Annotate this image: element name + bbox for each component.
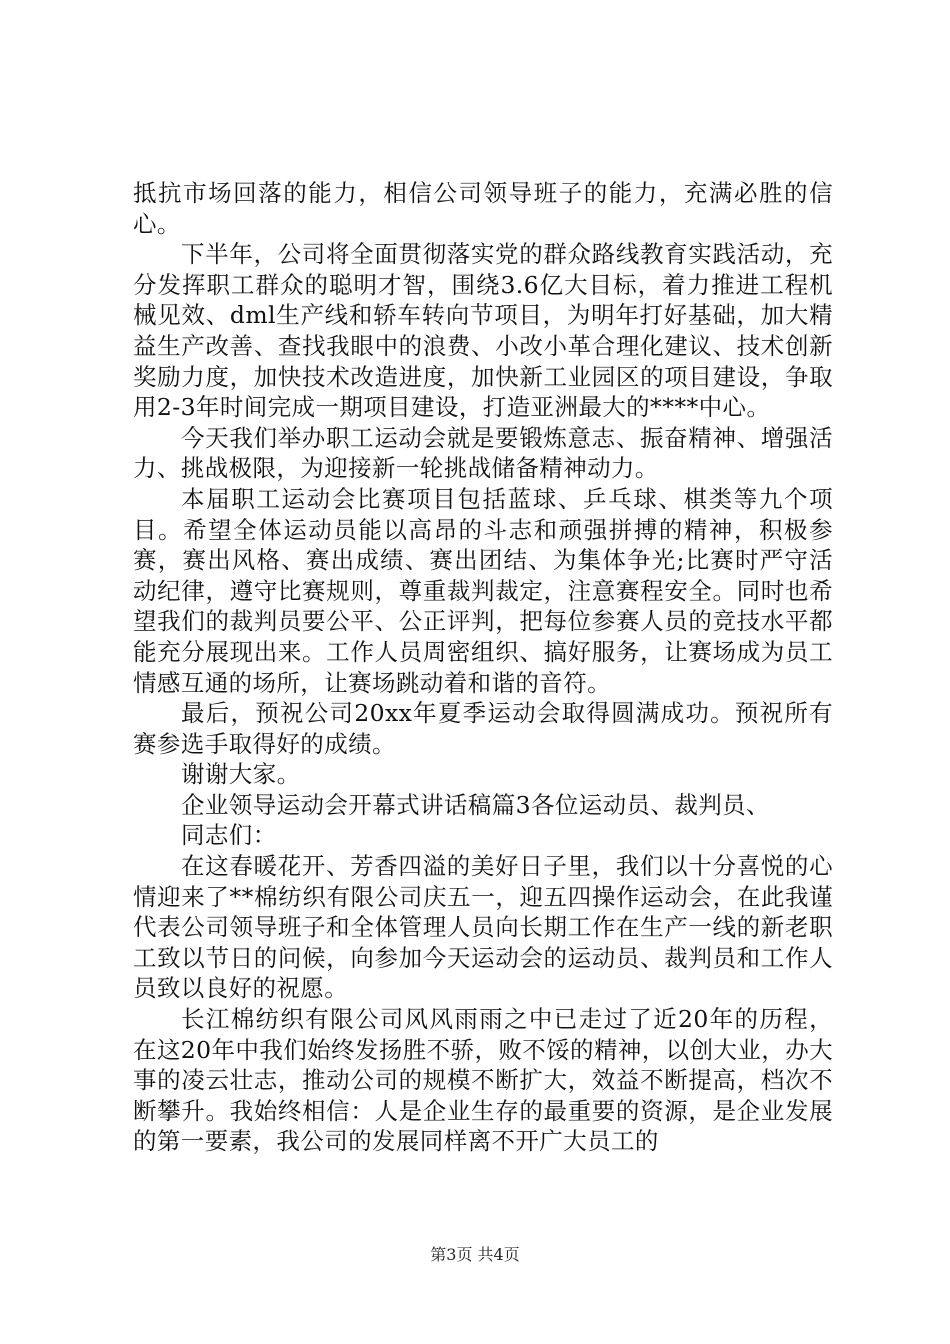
paragraph: 在这春暖花开、芳香四溢的美好日子里，我们以十分喜悦的心情迎来了**棉纺织有限公司庆五一，迎五四操作运动会，在此我谨代表公司领导班子和全体管理人员向长期工作在生产一线的新老职工致以节日的问候，向参加今天运动会的运动员、裁判员和工作人员致以良好的祝愿。 [133,852,833,1003]
paragraph: 谢谢大家。 [181,760,301,789]
document-body [133,178,833,1157]
paragraph: 本届职工运动会比赛项目包括蓝球、乒乓球、棋类等九个项目。希望全体运动员能以高昂的斗志和顽强拼搏的精神，积极参赛，赛出风格、赛出成绩、赛出团结、为集体争光;比赛时严守活动纪律，遵守比赛规则，尊重裁判裁定，注意赛程安全。同时也希望我们的裁判员要公平、公正评判，把每位参赛人员的竞技水平都能充分展现出来。工作人员周密组织、搞好服务，让赛场成为员工情感互通的场所，让赛场跳动着和谐的音符。 [133,484,833,697]
paragraph: 企业领导运动会开幕式讲话稿篇3各位运动员、裁判员、 [181,790,770,819]
paragraph: 长江棉纺织有限公司风风雨雨之中已走过了近20年的历程，在这20年中我们始终发扬胜不骄，败不馁的精神，以创大业，办大事的凌云壮志，推动公司的规模不断扩大，效益不断提高，档次不断攀升。我始终相信：人是企业生存的最重要的资源，是企业发展的第一要素，我公司的发展同样离不开广大员工的 [133,1005,833,1156]
paragraph: 今天我们举办职工运动会就是要锻炼意志、振奋精神、增强活力、挑战极限，为迎接新一轮挑战储备精神动力。 [133,423,833,483]
paragraph: 同志们： [181,821,277,850]
paragraph: 最后，预祝公司20xx年夏季运动会取得圆满成功。预祝所有赛参选手取得好的成绩。 [133,699,833,758]
paragraph: 抵抗市场回落的能力，相信公司领导班子的能力，充满必胜的信心。 [133,179,833,238]
page-footer: 第3页 共4页 [430,1245,520,1264]
paragraph: 下半年，公司将全面贯彻落实党的群众路线教育实践活动，充分发挥职工群众的聪明才智，围绕3.6亿大目标，着力推进工程机械见效、dml生产线和轿车转向节项目，为明年打好基础，加大精益生产改善、查找我眼中的浪费、小改小革合理化建议、技术创新奖励力度，加快技术改造进度，加快新工业园区的项目建设，争取用2-3年时间完成一期项目建设，打造亚洲最大的****中心。 [133,240,833,422]
